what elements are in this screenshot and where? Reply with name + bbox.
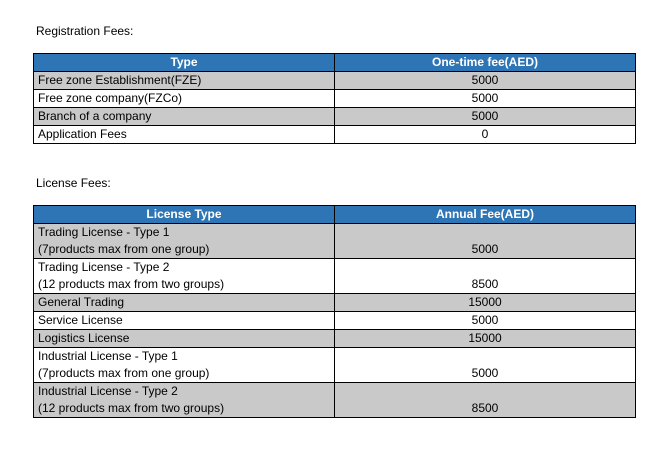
- fee-cell: 15000: [335, 330, 636, 348]
- license-fees-table: [33, 205, 636, 418]
- license-type-cell: [34, 383, 335, 418]
- license-type-cell: [34, 224, 335, 259]
- table-row: [34, 348, 636, 383]
- license-type-cell: General Trading: [34, 294, 335, 312]
- license-type-line: Industrial License - Type 1: [38, 349, 178, 363]
- fee-cell: 5000: [335, 348, 636, 383]
- type-cell: Application Fees: [34, 126, 335, 144]
- license-type-line: Trading License - Type 1: [38, 225, 170, 239]
- column-header-one-time-fee: One-time fee(AED): [335, 54, 636, 72]
- table-row: [34, 383, 636, 418]
- table-row: [34, 72, 636, 90]
- table-header-row: [34, 206, 636, 224]
- table-header-row: [34, 54, 636, 72]
- license-type-cell: Logistics License: [34, 330, 335, 348]
- table-row: [34, 108, 636, 126]
- fee-cell: 0: [335, 126, 636, 144]
- column-header-type: Type: [34, 54, 335, 72]
- table-row: [34, 224, 636, 259]
- type-cell: Free zone Establishment(FZE): [34, 72, 335, 90]
- fee-cell: 5000: [335, 72, 636, 90]
- license-type-note: (7products max from one group): [38, 242, 210, 256]
- table-row: [34, 259, 636, 294]
- license-type-note: (12 products max from two groups): [38, 401, 225, 415]
- table-row: [34, 312, 636, 330]
- fee-cell: 5000: [335, 312, 636, 330]
- fee-cell: 5000: [335, 224, 636, 259]
- column-header-license-type: License Type: [34, 206, 335, 224]
- fee-cell: 8500: [335, 259, 636, 294]
- license-type-line: Industrial License - Type 2: [38, 384, 178, 398]
- table-row: [34, 294, 636, 312]
- license-type-note: (12 products max from two groups): [38, 277, 225, 291]
- registration-fees-table: [33, 53, 636, 144]
- license-type-cell: Service License: [34, 312, 335, 330]
- license-type-cell: [34, 259, 335, 294]
- table-row: [34, 330, 636, 348]
- license-fees-title: License Fees:: [36, 176, 111, 190]
- license-type-cell: [34, 348, 335, 383]
- type-cell: Free zone company(FZCo): [34, 90, 335, 108]
- fee-cell: 8500: [335, 383, 636, 418]
- license-type-line: Trading License - Type 2: [38, 260, 170, 274]
- table-row: [34, 90, 636, 108]
- column-header-annual-fee: Annual Fee(AED): [335, 206, 636, 224]
- fee-cell: 15000: [335, 294, 636, 312]
- type-cell: Branch of a company: [34, 108, 335, 126]
- fee-cell: 5000: [335, 90, 636, 108]
- license-type-note: (7products max from one group): [38, 366, 210, 380]
- registration-fees-title: Registration Fees:: [36, 24, 134, 38]
- table-row: [34, 126, 636, 144]
- fee-cell: 5000: [335, 108, 636, 126]
